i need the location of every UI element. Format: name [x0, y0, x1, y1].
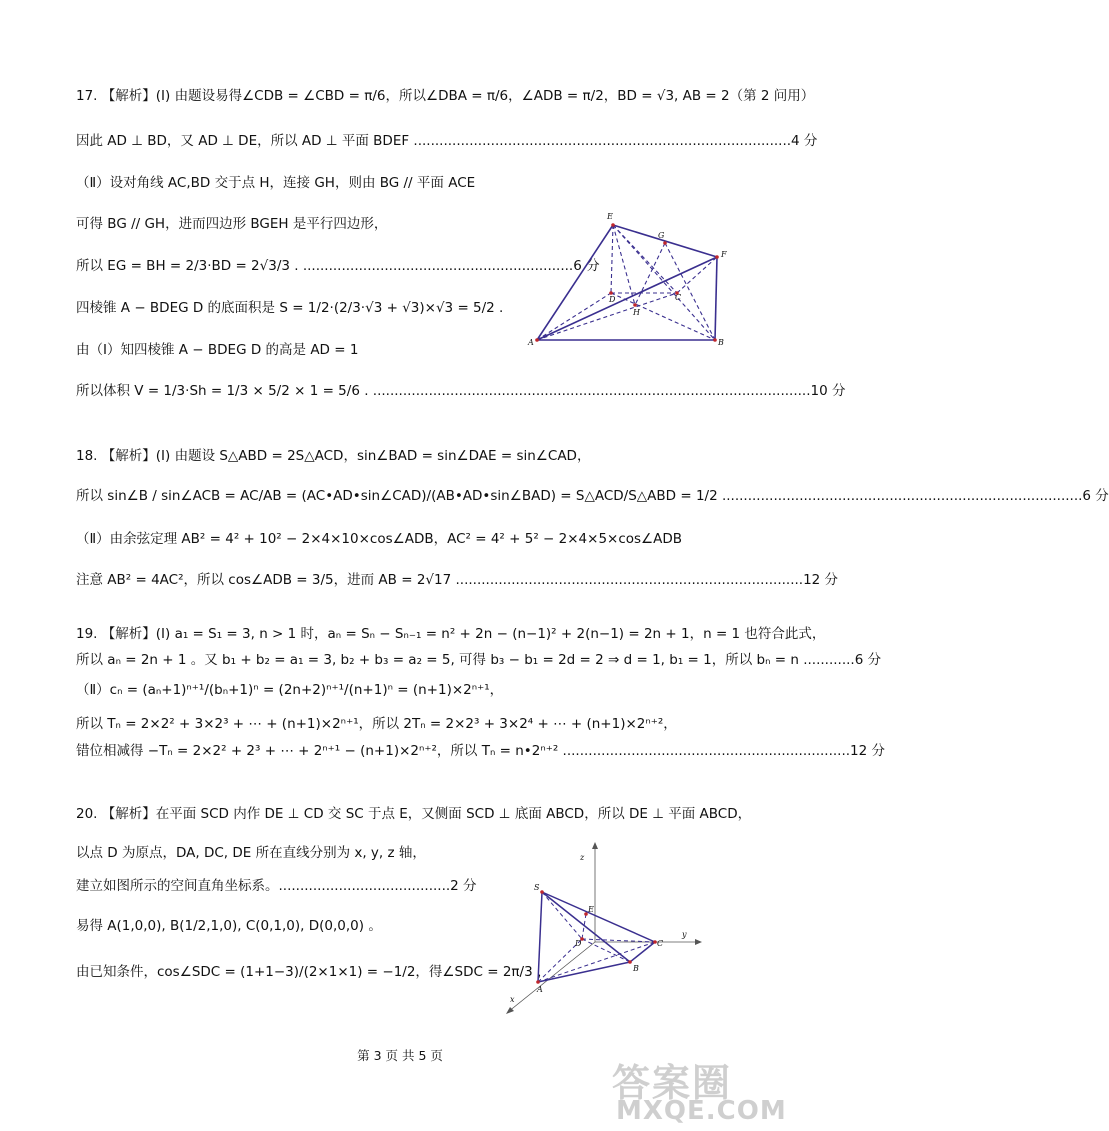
q17-line5: 所以 EG = BH = 2/3·BD = 2√3/3 . ...............................................................6 分 — [76, 258, 600, 274]
label-B: B — [633, 964, 639, 973]
q17-line6: 四棱锥 A − BDEG D 的底面积是 S = 1/2·(2/3·√3 + √3)×√3 = 5/2 . — [76, 300, 504, 316]
q17-line4: 可得 BG // GH，进而四边形 BGEH 是平行四边形， — [76, 216, 388, 232]
q17-line8: 所以体积 V = 1/3·Sh = 1/3 × 5/2 × 1 = 5/6 . ......................................................................................................10 分 — [76, 383, 846, 399]
q20-line4: 易得 A(1,0,0), B(1/2,1,0), C(0,1,0), D(0,0,0) 。 — [76, 918, 382, 934]
label-F: F — [721, 250, 727, 259]
q17-line2: 因此 AD ⊥ BD，又 AD ⊥ DE，所以 AD ⊥ 平面 BDEF ........................................................................................4 分 — [76, 133, 818, 149]
q17-line7: 由（Ⅰ）知四棱锥 A − BDEG D 的高是 AD = 1 — [76, 342, 359, 358]
q19-line1: 19. 【解析】(Ⅰ) a₁ = S₁ = 3, n > 1 时，aₙ = Sₙ − Sₙ₋₁ = n² + 2n − (n−1)² + 2(n−1) = 2n + 1，n = 1 也符合此式， — [76, 626, 826, 642]
q20-line2: 以点 D 为原点，DA, DC, DE 所在直线分别为 x, y, z 轴， — [76, 845, 426, 861]
label-C: C — [657, 939, 664, 948]
label-C: C — [675, 293, 682, 302]
q18-line2: 所以 sin∠B / sin∠ACB = AC/AB = (AC•AD•sin∠CAD)/(AB•AD•sin∠BAD) = S△ACD/S△ABD = 1/2 ....................................................................................6 分 — [76, 488, 1109, 504]
q18-line1: 18. 【解析】(Ⅰ) 由题设 S△ABD = 2S△ACD，sin∠BAD = sin∠DAE = sin∠CAD， — [76, 448, 591, 464]
figure-20-coordinate — [500, 842, 705, 1017]
axis-label-y: y — [682, 930, 687, 939]
label-B: B — [718, 338, 724, 347]
watermark-logo: 答案圈 — [612, 1061, 733, 1105]
q19-line5: 错位相减得 −Tₙ = 2×2² + 2³ + ⋯ + 2ⁿ⁺¹ − (n+1)×2ⁿ⁺²，所以 Tₙ = n•2ⁿ⁺² ...................................................................12 分 — [76, 743, 886, 759]
q20-line5: 由已知条件，cos∠SDC = (1+1−3)/(2×1×1) = −1/2，得∠SDC = 2π/3 ， — [76, 964, 551, 980]
q19-line4: 所以 Tₙ = 2×2² + 3×2³ + ⋯ + (n+1)×2ⁿ⁺¹，所以 2Tₙ = 2×2³ + 3×2⁴ + ⋯ + (n+1)×2ⁿ⁺²， — [76, 716, 677, 732]
page-footer: 第 3 页 共 5 页 — [357, 1048, 443, 1063]
label-A: A — [528, 338, 534, 347]
axis-label-z: z — [580, 853, 585, 862]
q18-line3: （Ⅱ）由余弦定理 AB² = 4² + 10² − 2×4×10×cos∠ADB，AC² = 4² + 5² − 2×4×5×cos∠ADB — [76, 531, 683, 547]
watermark-url: MXQE.COM — [616, 1096, 787, 1126]
q20-line1: 20. 【解析】在平面 SCD 内作 DE ⊥ CD 交 SC 于点 E，又侧面 SCD ⊥ 底面 ABCD，所以 DE ⊥ 平面 ABCD， — [76, 806, 752, 822]
label-A: A — [537, 985, 543, 994]
q19-line3: （Ⅱ）cₙ = (aₙ+1)ⁿ⁺¹/(bₙ+1)ⁿ = (2n+2)ⁿ⁺¹/(n+1)ⁿ = (n+1)×2ⁿ⁺¹， — [76, 682, 504, 698]
figure-17-pyramid — [525, 205, 740, 355]
q20-line3: 建立如图所示的空间直角坐标系。........................................2 分 — [76, 878, 477, 894]
label-D: D — [575, 939, 582, 948]
q18-line4: 注意 AB² = 4AC²，所以 cos∠ADB = 3/5，进而 AB = 2√17 .................................................................................12 分 — [76, 572, 839, 588]
label-E: E — [588, 905, 594, 914]
label-S: S — [534, 883, 540, 892]
label-D: D — [609, 295, 616, 304]
label-H: H — [633, 308, 640, 317]
axis-label-x: x — [510, 995, 515, 1004]
label-E: E — [607, 212, 613, 221]
q17-line3: （Ⅱ）设对角线 AC,BD 交于点 H，连接 GH，则由 BG // 平面 ACE — [76, 175, 476, 191]
q19-line2: 所以 aₙ = 2n + 1 。又 b₁ + b₂ = a₁ = 3, b₂ + b₃ = a₂ = 5, 可得 b₃ − b₁ = 2d = 2 ⇒ d = 1, b₁ = 1，所以 bₙ = n ............6 分 — [76, 652, 882, 668]
label-G: G — [658, 231, 665, 240]
q17-line1: 17. 【解析】(Ⅰ) 由题设易得∠CDB = ∠CBD = π/6，所以∠DBA = π/6，∠ADB = π/2，BD = √3, AB = 2（第 2 问用） — [76, 88, 815, 104]
